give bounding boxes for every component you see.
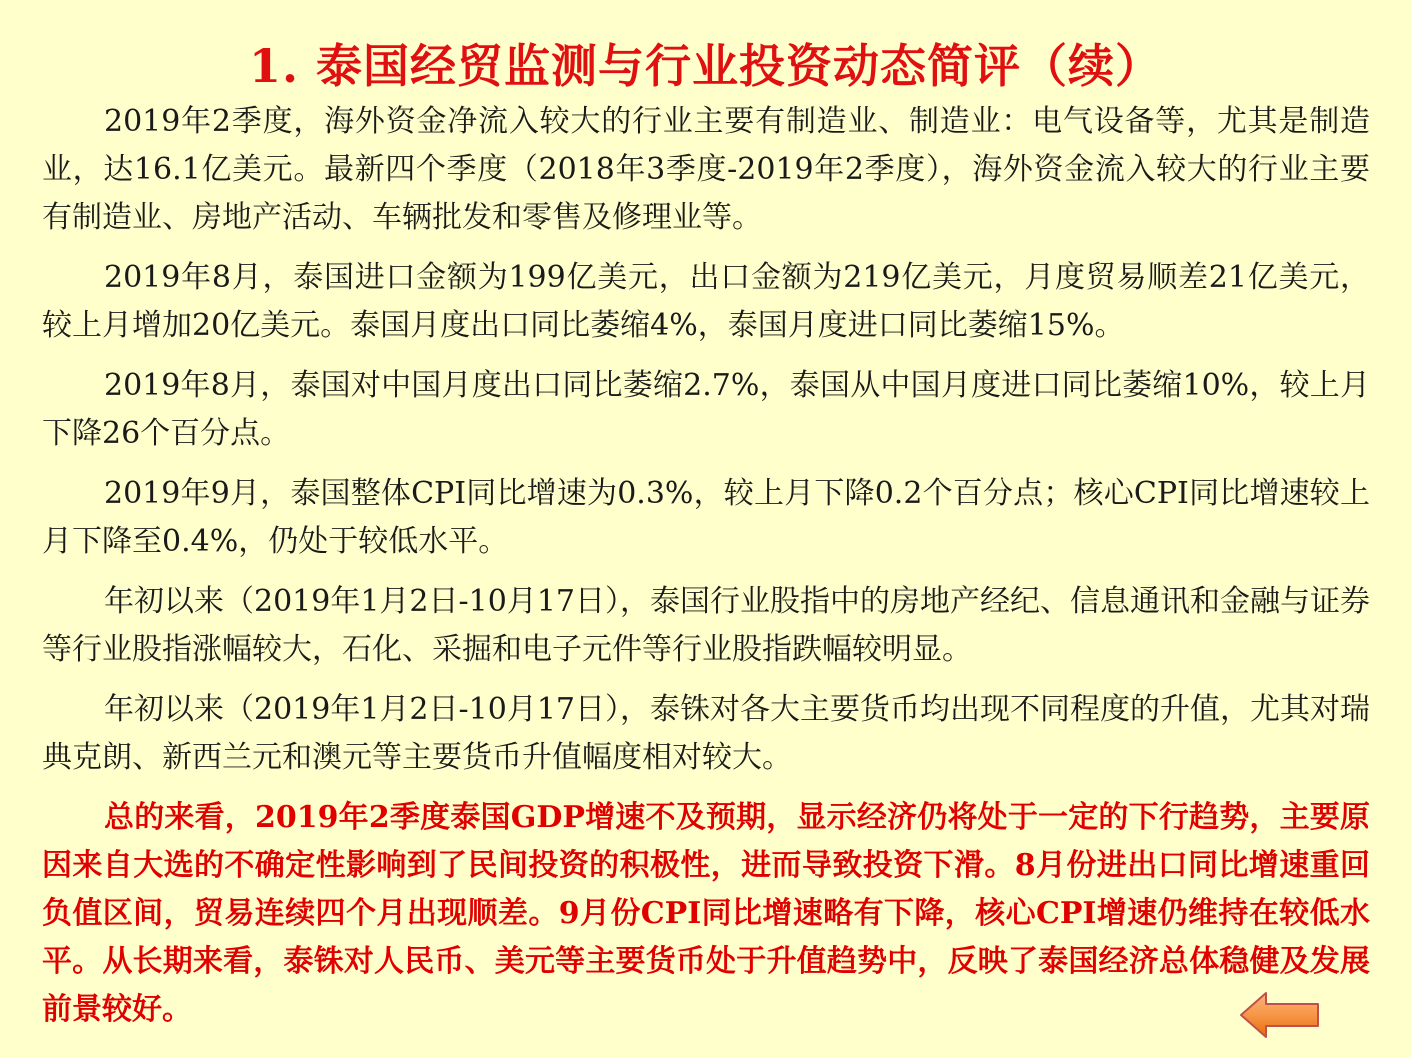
summary-paragraph: 总的来看，2019年2季度泰国GDP增速不及预期，显示经济仍将处于一定的下行趋势，主要原因来自大选的不确定性影响到了民间投资的积极性，进而导致投资下滑。8月份进出口同比增速重回负值区间，贸易连续四个月出现顺差。9月份CPI同比增速略有下降，核心CPI增速仍维持在较低水平。从长期来看，泰铢对人民币、美元等主要货币处于升值趋势中，反映了泰国经济总体稳健及发展前景较好。 bbox=[42, 800, 1370, 1027]
paragraph-currency: 年初以来（2019年1月2日-10月17日），泰铢对各大主要货币均出现不同程度的升值，尤其对瑞典克朗、新西兰元和澳元等主要货币升值幅度相对较大。 bbox=[42, 692, 1371, 775]
paragraph-trade: 2019年8月，泰国进口金额为199亿美元，出口金额为219亿美元，月度贸易顺差21亿美元，较上月增加20亿美元。泰国月度出口同比萎缩4%，泰国月度进口同比萎缩15%。 bbox=[42, 260, 1370, 343]
paragraph-china-trade: 2019年8月，泰国对中国月度出口同比萎缩2.7%，泰国从中国月度进口同比萎缩10%，较上月下降26个百分点。 bbox=[42, 368, 1370, 451]
left-arrow-icon bbox=[1238, 990, 1322, 1040]
paragraph-cpi: 2019年9月，泰国整体CPI同比增速为0.3%，较上月下降0.2个百分点；核心CPI同比增速较上月下降至0.4%，仍处于较低水平。 bbox=[42, 476, 1370, 559]
paragraph-stock-index: 年初以来（2019年1月2日-10月17日），泰国行业股指中的房地产经纪、信息通讯和金融与证券等行业股指涨幅较大，石化、采掘和电子元件等行业股指跌幅较明显。 bbox=[42, 584, 1371, 667]
back-button[interactable] bbox=[1238, 990, 1322, 1040]
slide-content bbox=[42, 98, 1370, 1046]
paragraph-fund-flows: 2019年2季度，海外资金净流入较大的行业主要有制造业、制造业：电气设备等，尤其是制造业，达16.1亿美元。最新四个季度（2018年3季度-2019年2季度），海外资金流入较大的行业主要有制造业、房地产活动、车辆批发和零售及修理业等。 bbox=[42, 104, 1370, 235]
slide-title: 1. 泰国经贸监测与行业投资动态简评（续） bbox=[248, 39, 1163, 93]
